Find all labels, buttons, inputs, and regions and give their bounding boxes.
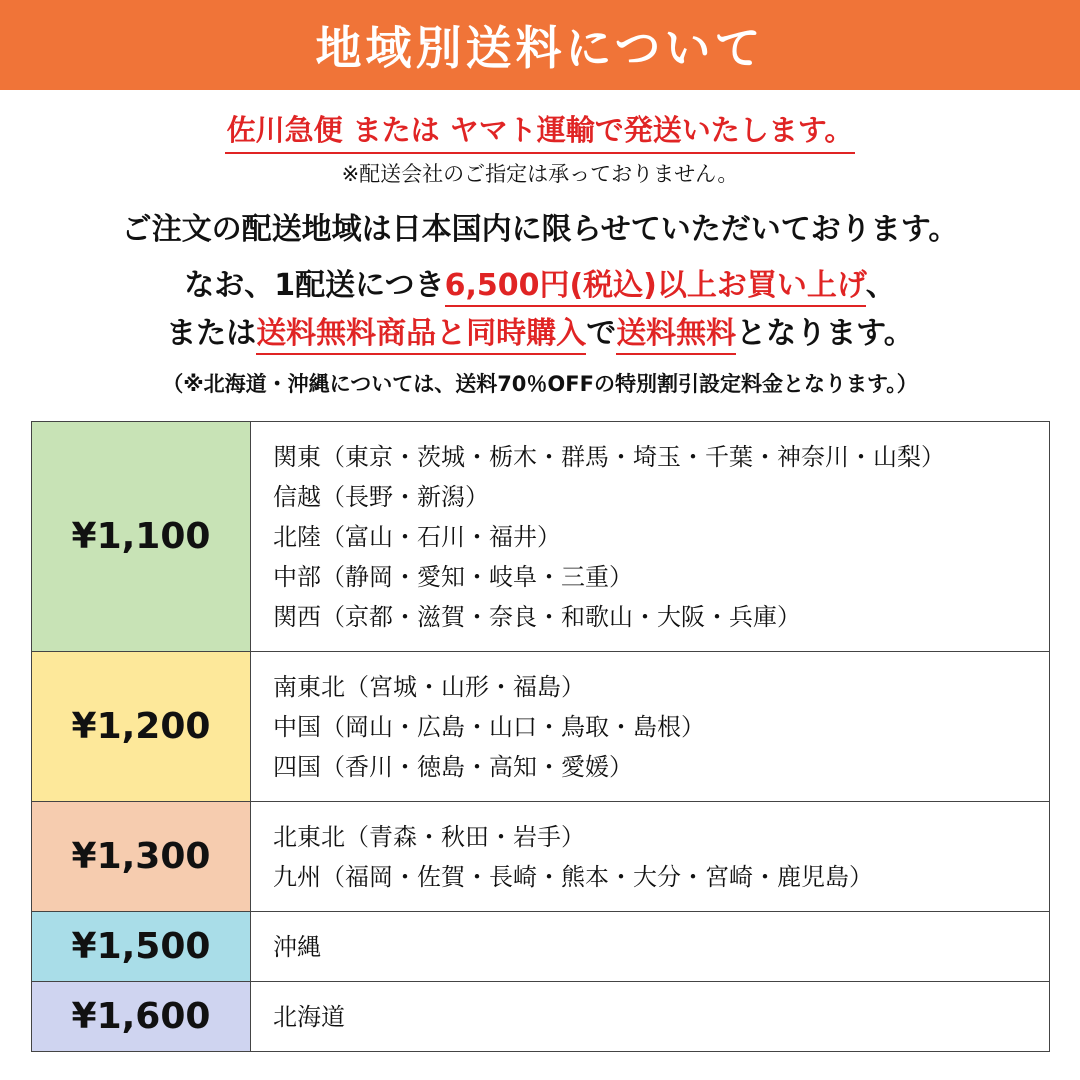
combo-prefix: または bbox=[166, 316, 257, 351]
price-cell: ¥1,600 bbox=[32, 982, 251, 1051]
table-row bbox=[32, 912, 1050, 982]
carrier-note: ※配送会社のご指定は承っておりません。 bbox=[341, 162, 739, 186]
price-cell: ¥1,300 bbox=[32, 802, 251, 911]
threshold-prefix: なお、1配送につき bbox=[184, 268, 445, 303]
page-header bbox=[0, 0, 1080, 90]
threshold-amount: 6,500円(税込)以上お買い上げ bbox=[445, 268, 866, 307]
combo-free-items: 送料無料商品と同時購入 bbox=[256, 316, 586, 355]
free-shipping-combo-line bbox=[0, 312, 1080, 356]
region-line: 中部（静岡・愛知・岐阜・三重） bbox=[273, 562, 633, 591]
table-row bbox=[32, 982, 1050, 1052]
shipping-fee-table bbox=[31, 421, 1050, 1052]
threshold-suffix: 、 bbox=[865, 268, 896, 303]
price-cell: ¥1,200 bbox=[32, 652, 251, 801]
regions-cell bbox=[251, 652, 1050, 801]
combo-free-shipping: 送料無料 bbox=[616, 316, 736, 355]
region-line: 九州（福岡・佐賀・長崎・熊本・大分・宮崎・鹿児島） bbox=[273, 862, 873, 891]
table-row bbox=[32, 652, 1050, 802]
domestic-only-text: ご注文の配送地域は日本国内に限らせていただいております。 bbox=[121, 212, 959, 247]
regions-cell bbox=[251, 912, 1050, 981]
region-line: 沖縄 bbox=[273, 932, 321, 961]
regions-cell bbox=[251, 422, 1050, 651]
carrier-text: 佐川急便 または ヤマト運輸で発送いたします。 bbox=[225, 112, 856, 154]
region-line: 北東北（青森・秋田・岩手） bbox=[273, 822, 585, 851]
region-line: 四国（香川・徳島・高知・愛媛） bbox=[273, 752, 633, 781]
regions-cell bbox=[251, 802, 1050, 911]
region-line: 北陸（富山・石川・福井） bbox=[273, 522, 561, 551]
regions-cell bbox=[251, 982, 1050, 1051]
price-cell: ¥1,100 bbox=[32, 422, 251, 651]
region-line: 関西（京都・滋賀・奈良・和歌山・大阪・兵庫） bbox=[273, 602, 801, 631]
region-line: 北海道 bbox=[273, 1002, 345, 1031]
price-cell: ¥1,500 bbox=[32, 912, 251, 981]
region-line: 南東北（宮城・山形・福島） bbox=[273, 672, 585, 701]
region-line: 関東（東京・茨城・栃木・群馬・埼玉・千葉・神奈川・山梨） bbox=[273, 442, 945, 471]
table-row bbox=[32, 422, 1050, 652]
hokkaido-okinawa-note: （※北海道・沖縄については、送料70％OFFの特別割引設定料金となります。） bbox=[162, 372, 918, 396]
table-row bbox=[32, 802, 1050, 912]
carrier-line bbox=[0, 112, 1080, 154]
region-line: 信越（長野・新潟） bbox=[273, 482, 489, 511]
combo-middle: で bbox=[586, 316, 617, 351]
combo-suffix: となります。 bbox=[736, 316, 914, 351]
free-shipping-threshold-line bbox=[0, 264, 1080, 308]
region-line: 中国（岡山・広島・山口・鳥取・島根） bbox=[273, 712, 705, 741]
page-title: 地域別送料について bbox=[315, 21, 765, 75]
